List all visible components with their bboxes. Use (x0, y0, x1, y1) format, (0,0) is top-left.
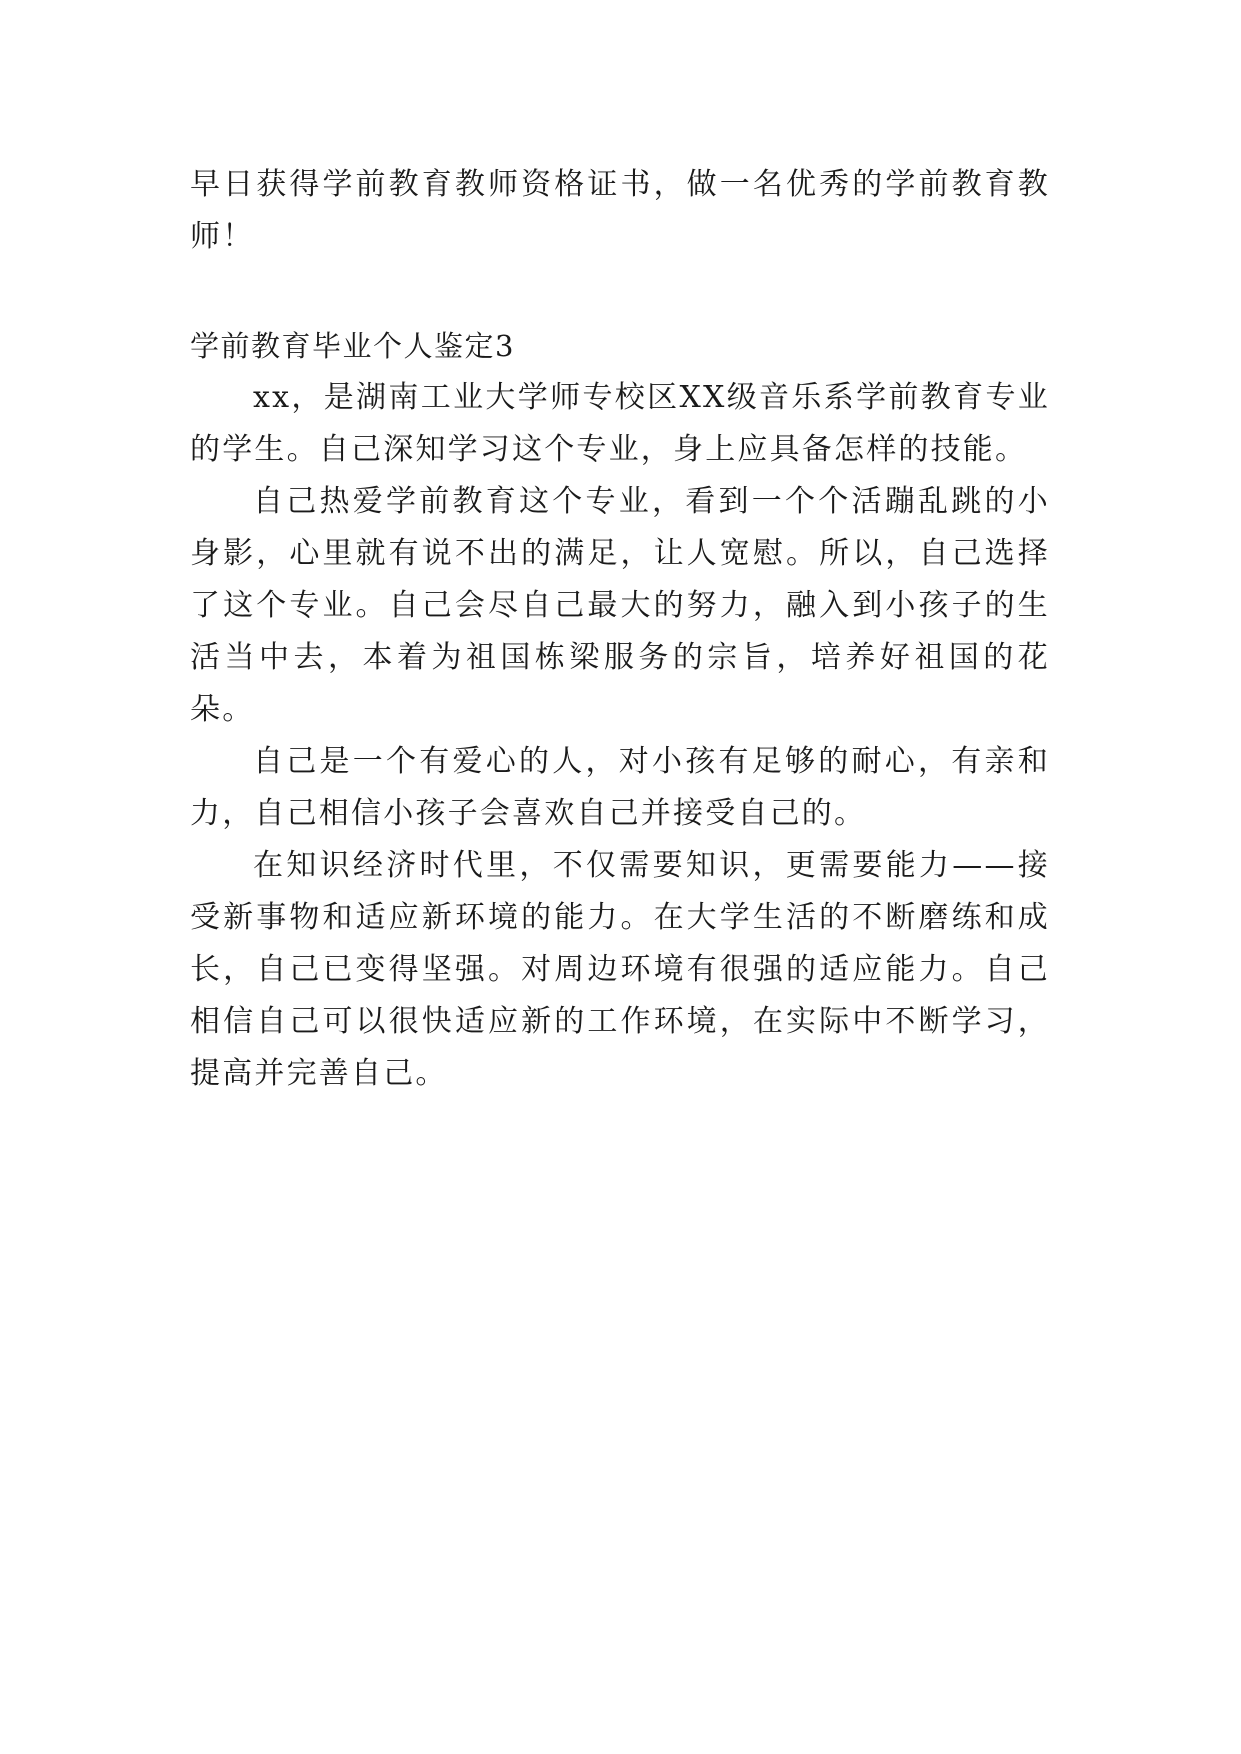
document-body (190, 159, 1050, 1100)
continued-paragraph: 早日获得学前教育教师资格证书，做一名优秀的学前教育教师！ (190, 167, 1050, 254)
paragraph-2: 自己热爱学前教育这个专业，看到一个个活蹦乱跳的小身影，心里就有说不出的满足，让人宽慰。所以，自己选择了这个专业。自己会尽自己最大的努力，融入到小孩子的生活当中去，本着为祖国栋梁服务的宗旨，培养好祖国的花朵。 (190, 484, 1050, 727)
paragraph-3: 自己是一个有爱心的人，对小孩有足够的耐心，有亲和力，自己相信小孩子会喜欢自己并接受自己的。 (190, 744, 1050, 831)
paragraph-1: xx，是湖南工业大学师专校区XX级音乐系学前教育专业的学生。自己深知学习这个专业，身上应具备怎样的技能。 (190, 380, 1050, 467)
section-title: 学前教育毕业个人鉴定3 (190, 329, 515, 363)
paragraph-4: 在知识经济时代里，不仅需要知识，更需要能力——接受新事物和适应新环境的能力。在大学生活的不断磨练和成长，自己已变得坚强。对周边环境有很强的适应能力。自己相信自己可以很快适应新的工作环境，在实际中不断学习，提高并完善自己。 (190, 848, 1050, 1091)
